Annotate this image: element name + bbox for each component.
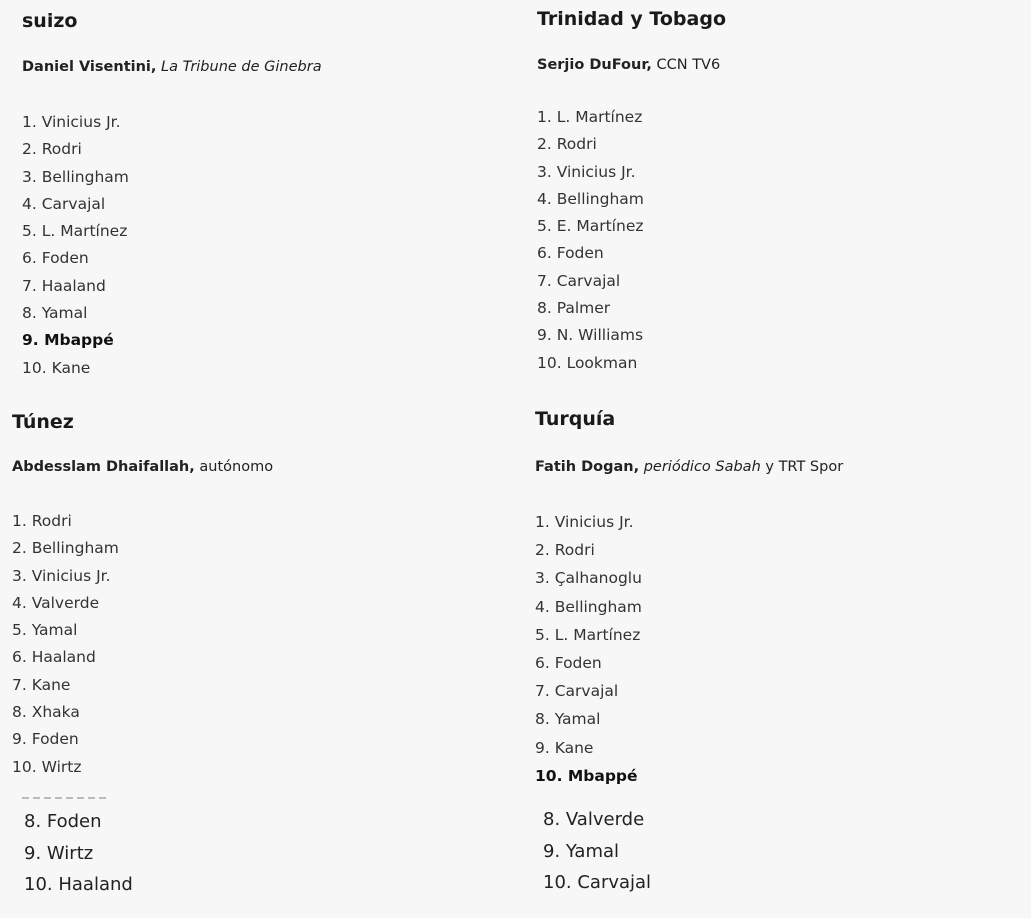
list-item: 9. Mbappé — [22, 331, 114, 350]
section-turquia — [535, 408, 1025, 793]
list-item: 5. Yamal — [12, 621, 78, 640]
list-item: 10. Wirtz — [12, 757, 82, 776]
list-item: 7. Kane — [12, 675, 71, 694]
list-item: 8. Palmer — [537, 299, 611, 318]
list-item: 6. Foden — [535, 653, 602, 672]
country-title-turquia: Turquía — [535, 408, 616, 430]
voter-line-suizo — [22, 59, 322, 75]
voter-name-trinidad: Serjio DuFour, — [537, 57, 652, 73]
list-item: 6. Foden — [22, 249, 89, 268]
list-item: 8. Valverde — [543, 809, 645, 830]
list-item: 2. Rodri — [535, 541, 595, 560]
list-item: 5. L. Martínez — [22, 222, 128, 241]
list-item: 9. Wirtz — [24, 842, 94, 864]
list-item: 4. Bellingham — [535, 597, 642, 616]
voter-media-suizo: La Tribune de Ginebra — [161, 59, 322, 75]
list-item: 2. Rodri — [537, 135, 597, 154]
section-tunez — [12, 411, 502, 786]
ranking-list-trinidad — [537, 104, 644, 377]
voter-line-tunez — [12, 459, 273, 475]
list-item: 4. Valverde — [12, 593, 100, 612]
list-item: 10. Carvajal — [543, 872, 652, 894]
clipped-text-fragment — [22, 792, 112, 800]
list-item: 3. Vinicius Jr. — [537, 162, 636, 181]
voter-line-turquia — [535, 459, 843, 475]
list-item: 4. Carvajal — [22, 194, 106, 213]
list-item: 10. Haaland — [24, 874, 133, 896]
list-item: 8. Yamal — [22, 304, 88, 323]
voter-name-tunez: Abdesslam Dhaifallah, — [12, 459, 195, 475]
list-item: 1. Vinicius Jr. — [535, 513, 634, 531]
section-suizo — [22, 10, 502, 390]
list-item: 9. Kane — [535, 738, 594, 757]
list-item: 1. L. Martínez — [537, 108, 643, 126]
voter-line-trinidad — [537, 57, 720, 73]
list-item: 6. Foden — [537, 244, 604, 263]
voter-media-turquia: periódico Sabah — [643, 459, 761, 475]
list-item: 8. Yamal — [535, 710, 601, 729]
list-item: 2. Rodri — [22, 140, 82, 159]
voter-media-tunez: autónomo — [199, 459, 274, 475]
list-item: 1. Rodri — [12, 512, 72, 530]
list-item: 7. Carvajal — [537, 271, 621, 290]
country-title-tunez: Túnez — [12, 411, 74, 433]
list-item: 6. Haaland — [12, 648, 96, 667]
voter-name-turquia: Fatih Dogan, — [535, 459, 640, 475]
voter-media-tail-turquia: y TRT Spor — [765, 459, 844, 475]
list-item: 3. Bellingham — [22, 167, 129, 186]
ranking-list-turquia — [535, 508, 642, 790]
list-item: 8. Foden — [24, 811, 102, 832]
list-item: 9. Yamal — [543, 840, 620, 862]
overlay-list-right — [543, 804, 651, 899]
list-item: 4. Bellingham — [537, 189, 644, 208]
list-item: 1. Vinicius Jr. — [22, 113, 121, 131]
country-title-suizo: suizo — [22, 10, 78, 32]
overlay-list-left — [24, 806, 133, 901]
list-item: 9. Foden — [12, 730, 79, 749]
list-item: 10. Lookman — [537, 353, 638, 372]
voter-media-trinidad: CCN TV6 — [656, 57, 721, 73]
list-item: 5. L. Martínez — [535, 625, 641, 644]
ranking-list-suizo — [22, 109, 129, 382]
section-trinidad-y-tobago — [537, 8, 1017, 383]
ranking-list-tunez — [12, 508, 119, 781]
list-item: 3. Vinicius Jr. — [12, 566, 111, 585]
voter-name-suizo: Daniel Visentini, — [22, 59, 157, 75]
list-item: 9. N. Williams — [537, 326, 644, 345]
list-item: 2. Bellingham — [12, 539, 119, 558]
list-item: 10. Mbappé — [535, 766, 638, 785]
list-item: 5. E. Martínez — [537, 217, 644, 236]
list-item: 10. Kane — [22, 358, 91, 377]
country-title-trinidad: Trinidad y Tobago — [537, 8, 726, 30]
list-item: 7. Haaland — [22, 276, 106, 295]
list-item: 3. Çalhanoglu — [535, 569, 642, 588]
list-item: 8. Xhaka — [12, 703, 80, 722]
list-item: 7. Carvajal — [535, 682, 619, 701]
